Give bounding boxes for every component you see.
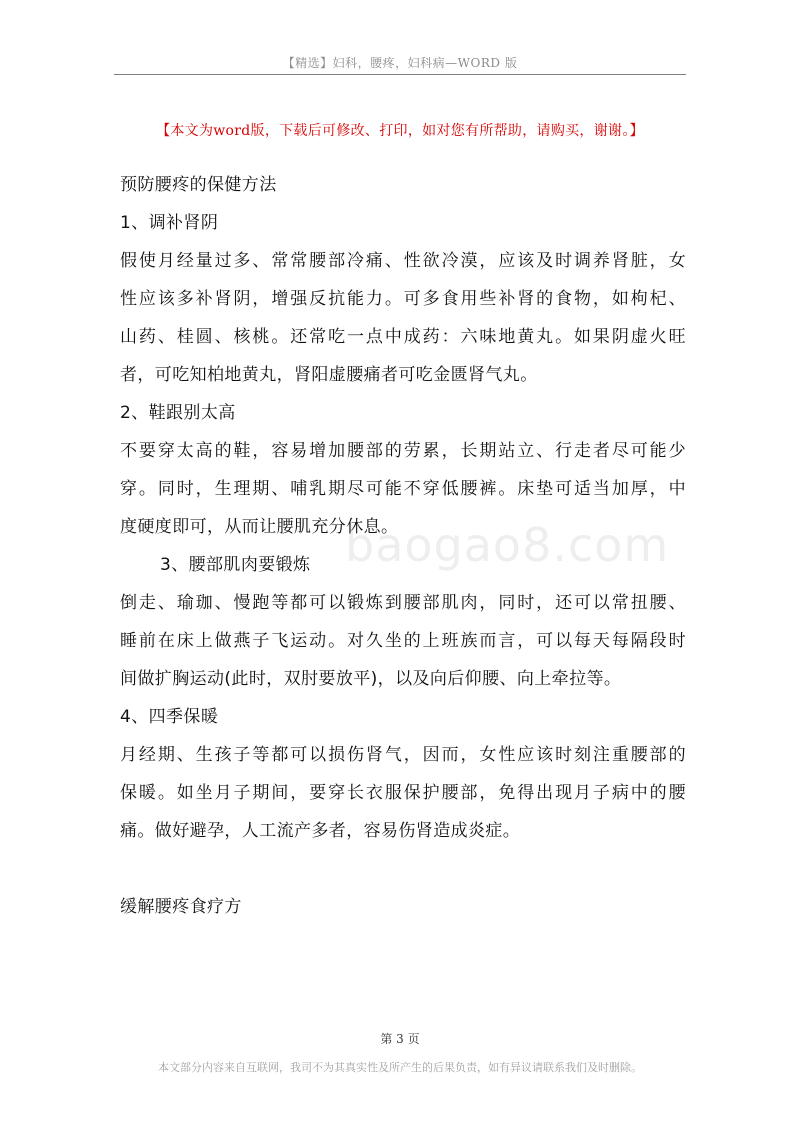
paragraph-line: 穿。同时，生理期、哺乳期尽可能不穿低腰裤。床垫可适当加厚，中	[120, 479, 686, 499]
section-title-2: 缓解腰疼食疗方	[120, 897, 242, 917]
paragraph-line: 睡前在床上做燕子飞运动。对久坐的上班族而言，可以每天每隔段时	[120, 631, 686, 651]
document-body	[120, 166, 686, 926]
heading-4: 4、四季保暖	[120, 707, 219, 727]
paragraph-line: 月经期、生孩子等都可以损伤肾气，因而，女性应该时刻注重腰部的	[120, 745, 686, 765]
red-notice: 【本文为word版，下载后可修改、打印，如对您有所帮助，请购买，谢谢。】	[156, 123, 644, 139]
page-header: 【精选】妇科，腰疼，妇科病—WORD 版	[282, 56, 518, 70]
header-divider	[114, 74, 686, 75]
heading-3: 3、腰部肌肉要锻炼	[160, 555, 311, 575]
paragraph-line: 山药、桂圆、核桃。还常吃一点中成药：六味地黄丸。如果阴虚火旺	[120, 327, 686, 347]
paragraph-line: 痛。做好避孕，人工流产多者，容易伤肾造成炎症。	[120, 821, 521, 841]
paragraph-line: 假使月经量过多、常常腰部冷痛、性欲冷漠，应该及时调养肾脏，女	[120, 251, 686, 271]
watermark: baogao8.com	[345, 518, 670, 572]
section-title: 预防腰疼的保健方法	[120, 175, 277, 195]
blank-line	[120, 850, 686, 888]
paragraph-line: 者，可吃知柏地黄丸，肾阳虚腰痛者可吃金匮肾气丸。	[120, 365, 538, 385]
paragraph-line: 保暖。如坐月子期间，要穿长衣服保护腰部，免得出现月子病中的腰	[120, 783, 686, 803]
paragraph-line: 不要穿太高的鞋，容易增加腰部的劳累，长期站立、行走者尽可能少	[120, 441, 686, 461]
paragraph-line: 间做扩胸运动(此时，双肘要放平)，以及向后仰腰、向上牵拉等。	[120, 669, 622, 689]
heading-1: 1、调补肾阴	[120, 213, 219, 233]
page-number: 第 3 页	[380, 1032, 420, 1046]
paragraph-line: 倒走、瑜珈、慢跑等都可以锻炼到腰部肌肉，同时，还可以常扭腰、	[120, 593, 686, 613]
page-footer: 本文部分内容来自互联网，我司不为其真实性及所产生的后果负责，如有异议请联系我们及时删除。	[158, 1061, 642, 1074]
paragraph-line: 性应该多补肾阴，增强反抗能力。可多食用些补肾的食物，如枸杞、	[120, 289, 686, 309]
heading-2: 2、鞋跟别太高	[120, 403, 236, 423]
paragraph-line: 度硬度即可，从而让腰肌充分休息。	[120, 517, 399, 537]
